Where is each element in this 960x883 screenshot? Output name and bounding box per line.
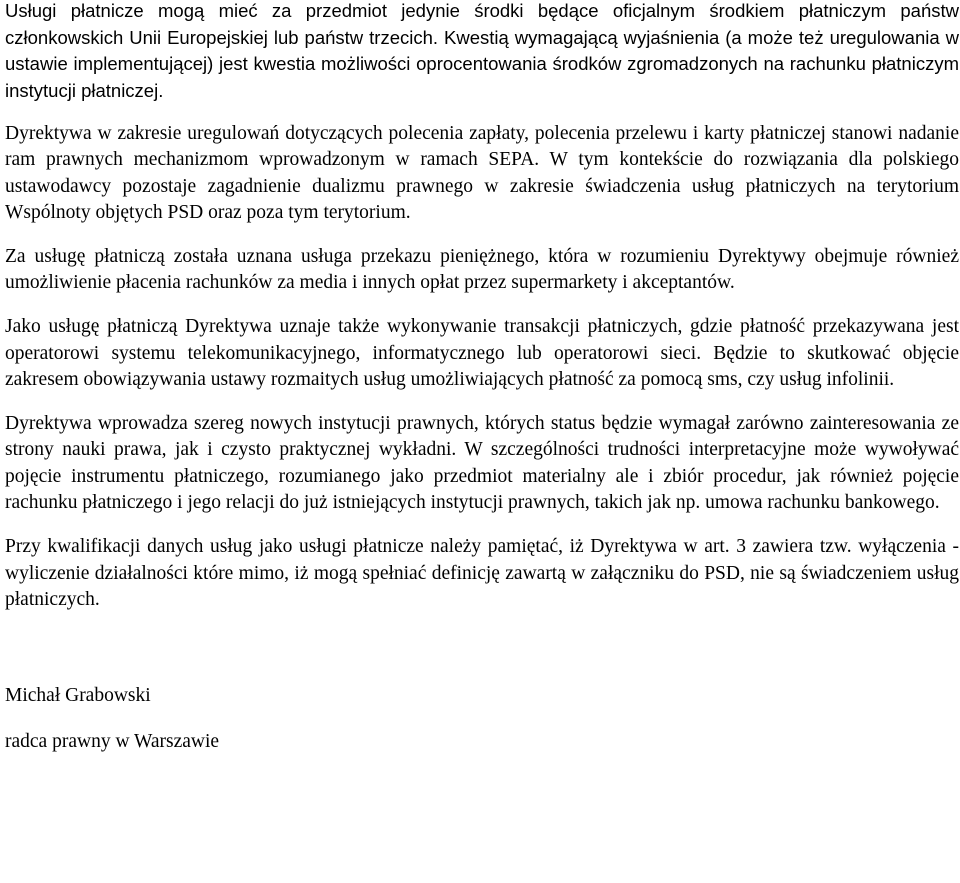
paragraph-payment-funds: Usługi płatnicze mogą mieć za przedmiot jedynie środki będące oficjalnym środkiem płatniczym państw członkowskich Unii Europejskiej lub państw trzecich. Kwestią wymagającą wyjaśnienia (a może też uregulowania w ustawie implementującej) jest kwestia możliwości oprocentowania środków zgromadzonych na rachunku płatniczym instytucji płatniczej. [5, 0, 959, 101]
signature-name: Michał Grabowski [5, 685, 151, 707]
paragraph-exclusions: Przy kwalifikacji danych usług jako usługi płatnicze należy pamiętać, iż Dyrektywa w art. 3 zawiera tzw. wyłączenia - wyliczenie działalności które mimo, iż mogą spełniać definicję zawartą w załączniku do PSD, nie są świadczeniem usług płatniczych. [5, 536, 959, 610]
paragraph-sepa-framework: Dyrektywa w zakresie uregulowań dotyczących polecenia zapłaty, polecenia przelewu i karty płatniczej stanowi nadanie ram prawnych mechanizmom wprowadzonym w ramach SEPA. W tym kontekście do rozwiązania dla polskiego ustawodawcy pozostaje zagadnienie dualizmu prawnego w zakresie świadczenia usług płatniczych na terytorium Wspólnoty objętych PSD oraz poza tym terytorium. [5, 123, 959, 223]
paragraph-money-remittance: Za usługę płatniczą została uznana usługa przekazu pieniężnego, która w rozumieniu Dyrektywy obejmuje również umożliwienie płacenia rachunków za media i innych opłat przez supermarkety i akceptantów. [5, 245, 959, 293]
paragraph-new-legal-institutions: Dyrektywa wprowadza szereg nowych instytucji prawnych, których status będzie wymagał zarówno zainteresowania ze strony nauki prawa, jak i czysto praktycznej wykładni. W szczególności trudności interpretacyjne może wywoływać pojęcie instrumentu płatniczego, rozumianego jako przedmiot materialny ale i zbiór procedur, jak również pojęcie rachunku płatniczego i jego relacji do już istniejących instytucji prawnych, takich jak np. umowa rachunku bankowego. [5, 413, 959, 514]
signature-title: radca prawny w Warszawie [5, 731, 220, 753]
paragraph-telecom-payments: Jako usługę płatniczą Dyrektywa uznaje także wykonywanie transakcji płatniczych, gdzie płatność przekazywana jest operatorowi systemu telekomunikacyjnego, informatycznego lub operatorowi sieci. Będzie to skutkować objęcie zakresem obowiązywania ustawy rozmaitych usług umożliwiających płatność za pomocą sms, czy usług infolinii. [5, 316, 959, 390]
